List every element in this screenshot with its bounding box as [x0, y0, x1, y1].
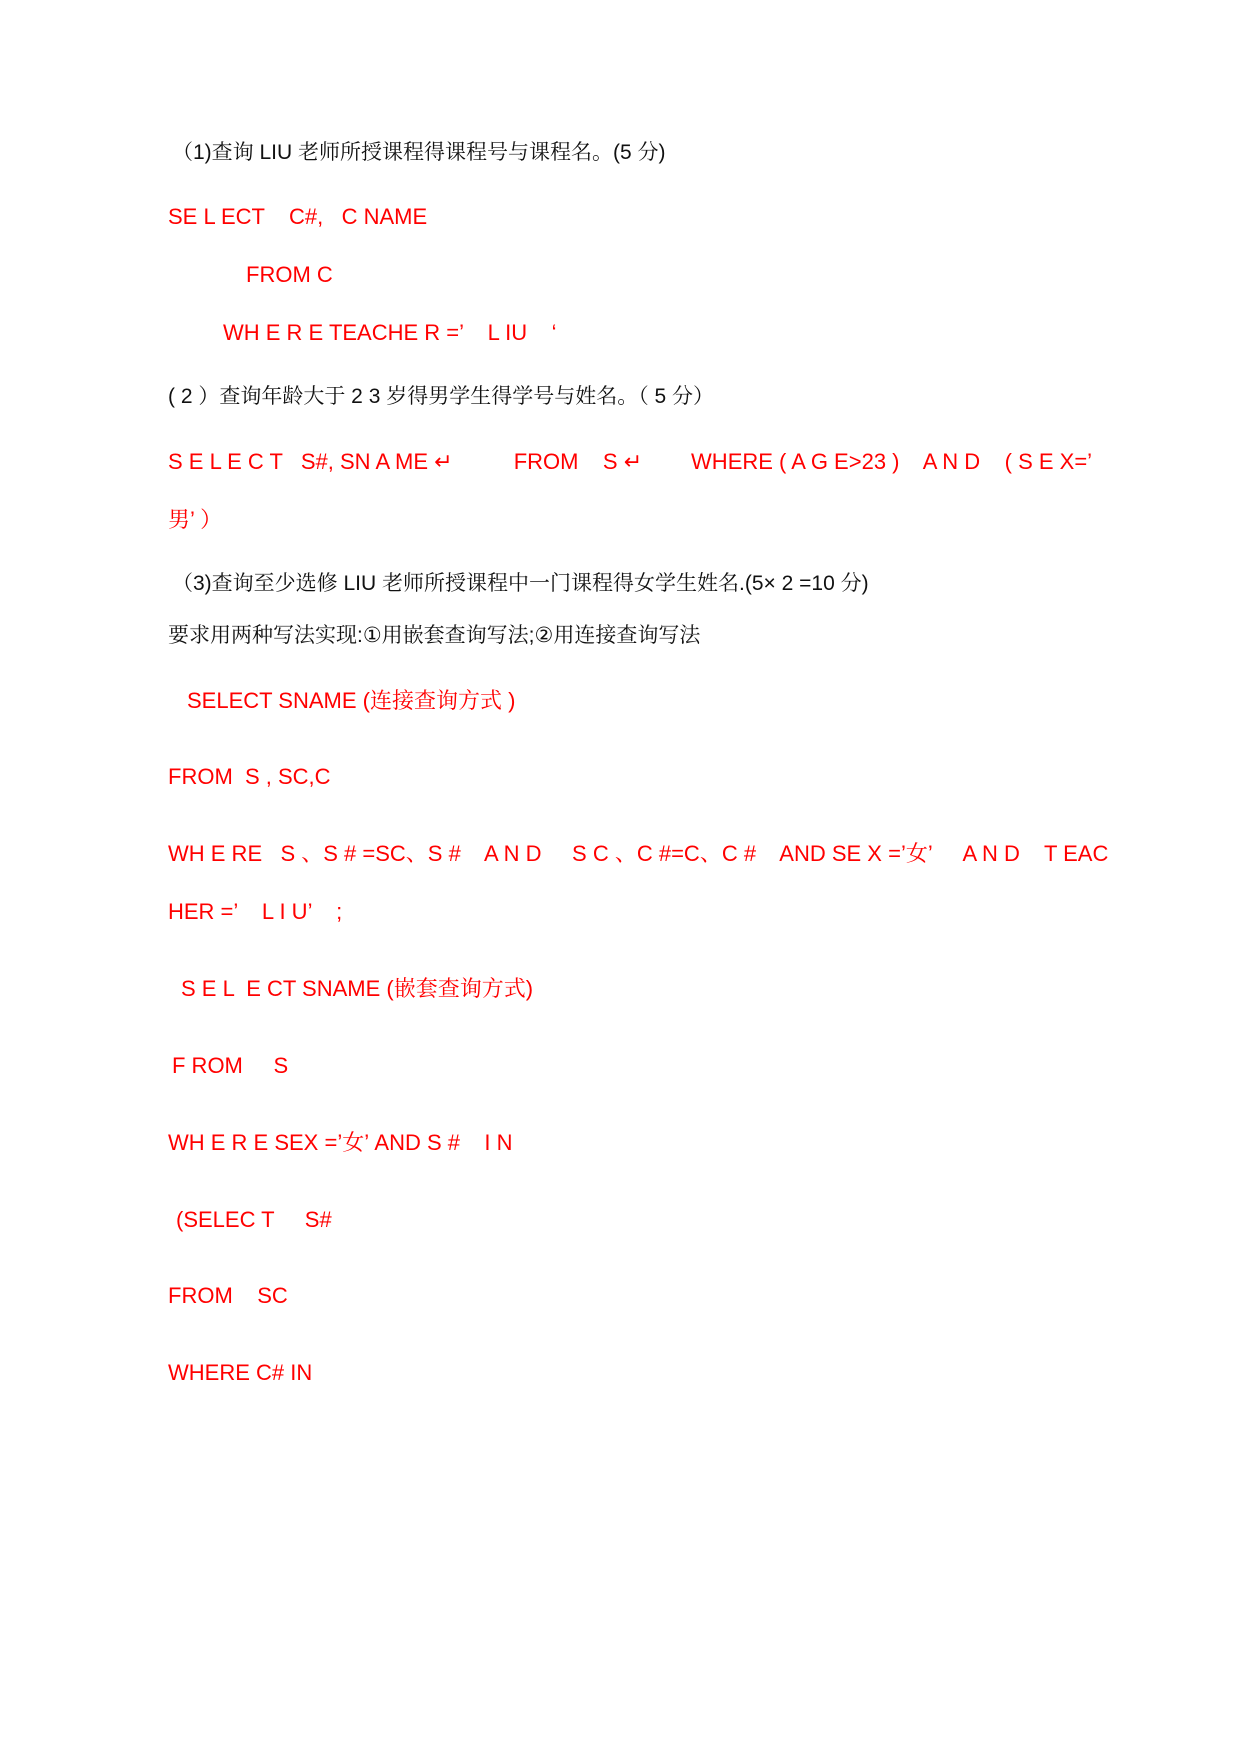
- q3-nested-where: WH E R E SEX =’女’ AND S # I N: [168, 1130, 513, 1155]
- q1-sql-from: FROM C: [246, 262, 333, 287]
- q3-nested-select: S E L E CT SNAME (嵌套查询方式): [181, 976, 534, 1001]
- q3-subquery-select: (SELEC T S#: [176, 1207, 332, 1232]
- q3-join-where: WH E RE S 、S # =SC、S # A N D S C 、C #=C、C # AND SE X =’女’ A N D T EAC: [168, 841, 1109, 866]
- q1-sql-select: SE L ECT C#, C NAME: [168, 204, 428, 229]
- q1-sql-where: WH E R E TEACHE R =’ L IU ‘: [223, 320, 557, 345]
- q3-nested-from: F ROM S: [172, 1053, 289, 1078]
- q3-subquery-where: WHERE C# IN: [168, 1360, 313, 1385]
- q3-join-select: SELECT SNAME (连接查询方式 ): [187, 688, 516, 713]
- question-2-prompt: ( 2 ）查询年龄大于 2 3 岁得男学生得学号与姓名。（ 5 分）: [168, 385, 715, 408]
- q3-subquery-from: FROM SC: [168, 1283, 288, 1308]
- question-3-prompt: （3)查询至少选修 LIU 老师所授课程中一门课程得女学生姓名.(5× 2 =10 分): [172, 572, 869, 595]
- q3-join-where-cont: HER =’ L I U’ ;: [168, 899, 343, 924]
- q3-join-from: FROM S , SC,C: [168, 764, 331, 789]
- question-1-prompt: （1)查询 LIU 老师所授课程得课程号与课程名。(5 分): [172, 141, 666, 164]
- q2-sql-line-2: 男’ ）: [168, 507, 223, 532]
- q2-sql-line-1: S E L E C T S#, SN A ME ↵ FROM S ↵ WHERE ( A G E>23 ) A N D ( S E X=’: [168, 449, 1093, 474]
- question-3-requirement: 要求用两种写法实现:①用嵌套查询写法;②用连接查询写法: [168, 624, 701, 647]
